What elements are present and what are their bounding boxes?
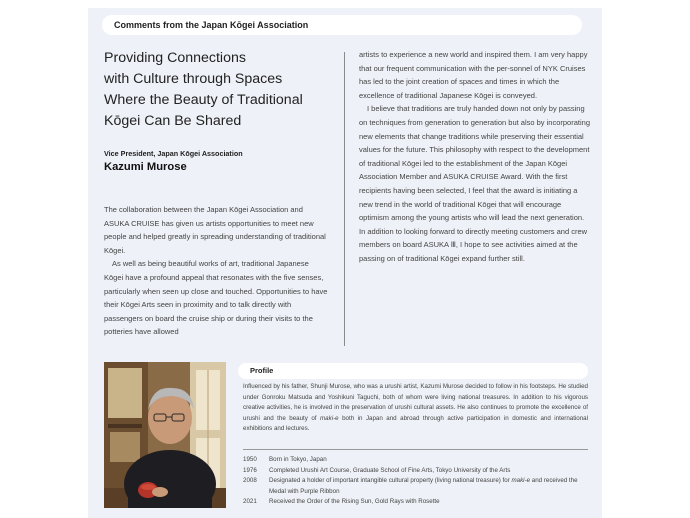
paragraph: The collaboration between the Japan Kōgei Association and ASUKA CRUISE has given us artists opportunities to meet new people and helped greatly in spreading understanding of traditional Kōgei. <box>104 205 326 255</box>
career-event <box>269 476 588 497</box>
headline-line: with Culture through Spaces <box>104 71 283 87</box>
headline <box>104 48 334 132</box>
bio-italic-term: maki-e <box>320 414 339 422</box>
career-year: 2008 <box>243 477 257 485</box>
bio-text: Influenced by his father, Shunji Murose, who was a urushi artist, Kazumi Murose decided to follow in his footsteps. He studied under Gonroku Matsuda and Yoshikuni Taguchi, both of whom were living national treasures. In addition to his vigorous creative activities, he is involved in the preservation of urushi cultural assets. He also continues to promote the excellence of urushi and the beauty of <box>243 383 588 422</box>
author-role: Vice President, Japan Kōgei Association <box>104 149 243 158</box>
bio-text: both in Japan and abroad through active participation in domestic and international exhibitions and lectures. <box>243 414 588 433</box>
artist-portrait-photo <box>104 362 226 508</box>
headline-line: Providing Connections <box>104 50 246 66</box>
headline-line: Where the Beauty of Traditional <box>104 92 303 108</box>
body-column-left <box>104 203 329 339</box>
career-event: Completed Urushi Art Course, Graduate School of Fine Arts, Tokyo University of the Arts <box>269 466 511 474</box>
career-entry <box>243 497 588 508</box>
portrait-illustration <box>104 362 226 508</box>
magazine-page <box>88 8 602 518</box>
paragraph: I believe that traditions are truly handed down not only by passing on techniques from generation to generation but also by incorporating new elements that change traditions while preserving their essential values for the future. This philosophy with respect to the development of traditional Kōgei led to the establishment of the Japan Kōgei Association Member and ASUKA CRUISE Award. With the first recipients having been selected, I feel that the award is initiating a new trend in the world of traditional Kōgei that will encourage optimism among the young artists who will lead the next generation. In addition to looking forward to directly meeting customers and crew members on board ASUKA Ⅲ, I hope to see activities aimed at the passing on of traditional Kōgei expand further still. <box>359 104 590 263</box>
career-event-text: Designated a holder of important intangible cultural property (living national treasure) for <box>269 477 512 485</box>
headline-line: Kōgei Can Be Shared <box>104 113 242 129</box>
career-entry <box>243 466 588 477</box>
author-name: Kazumi Murose <box>104 161 187 173</box>
paragraph: As well as being beautiful works of art, traditional Japanese Kōgei have a profound appeal that resonates with the five senses, particularly when seen up close and touched. Opportunities to have their Kōgei Arts seen in proximity and to talk directly with passengers on board the cruise ship or during their visits to the potteries have allowed <box>104 259 328 337</box>
career-event-text: and received the Medal with Purple Ribbon <box>269 477 578 495</box>
career-event: Born in Tokyo, Japan <box>269 456 327 463</box>
career-year: 1976 <box>243 466 257 474</box>
career-entry <box>243 476 588 497</box>
profile-title: Profile <box>250 366 274 375</box>
career-event: Received the Order of the Rising Sun, Gold Rays with Rosette <box>269 498 440 506</box>
body-column-right <box>359 48 591 266</box>
career-year: 2021 <box>243 498 257 506</box>
career-entry <box>243 455 588 466</box>
profile-divider <box>243 449 588 450</box>
profile-bio <box>243 382 588 435</box>
career-event-italic: maki-e <box>511 477 531 485</box>
column-divider <box>344 52 345 346</box>
career-year: 1950 <box>243 456 257 463</box>
section-header-pill <box>102 15 582 35</box>
profile-header-pill <box>238 363 588 379</box>
paragraph: artists to experience a new world and inspired them. I am very happy that our frequent communication with the per-sonnel of NYK Cruises has led to the joint creation of spaces and times in which the excellence of traditional Japanese Kōgei is conveyed. <box>359 50 588 100</box>
career-timeline <box>243 455 588 508</box>
section-title: Comments from the Japan Kōgei Association <box>114 20 309 30</box>
